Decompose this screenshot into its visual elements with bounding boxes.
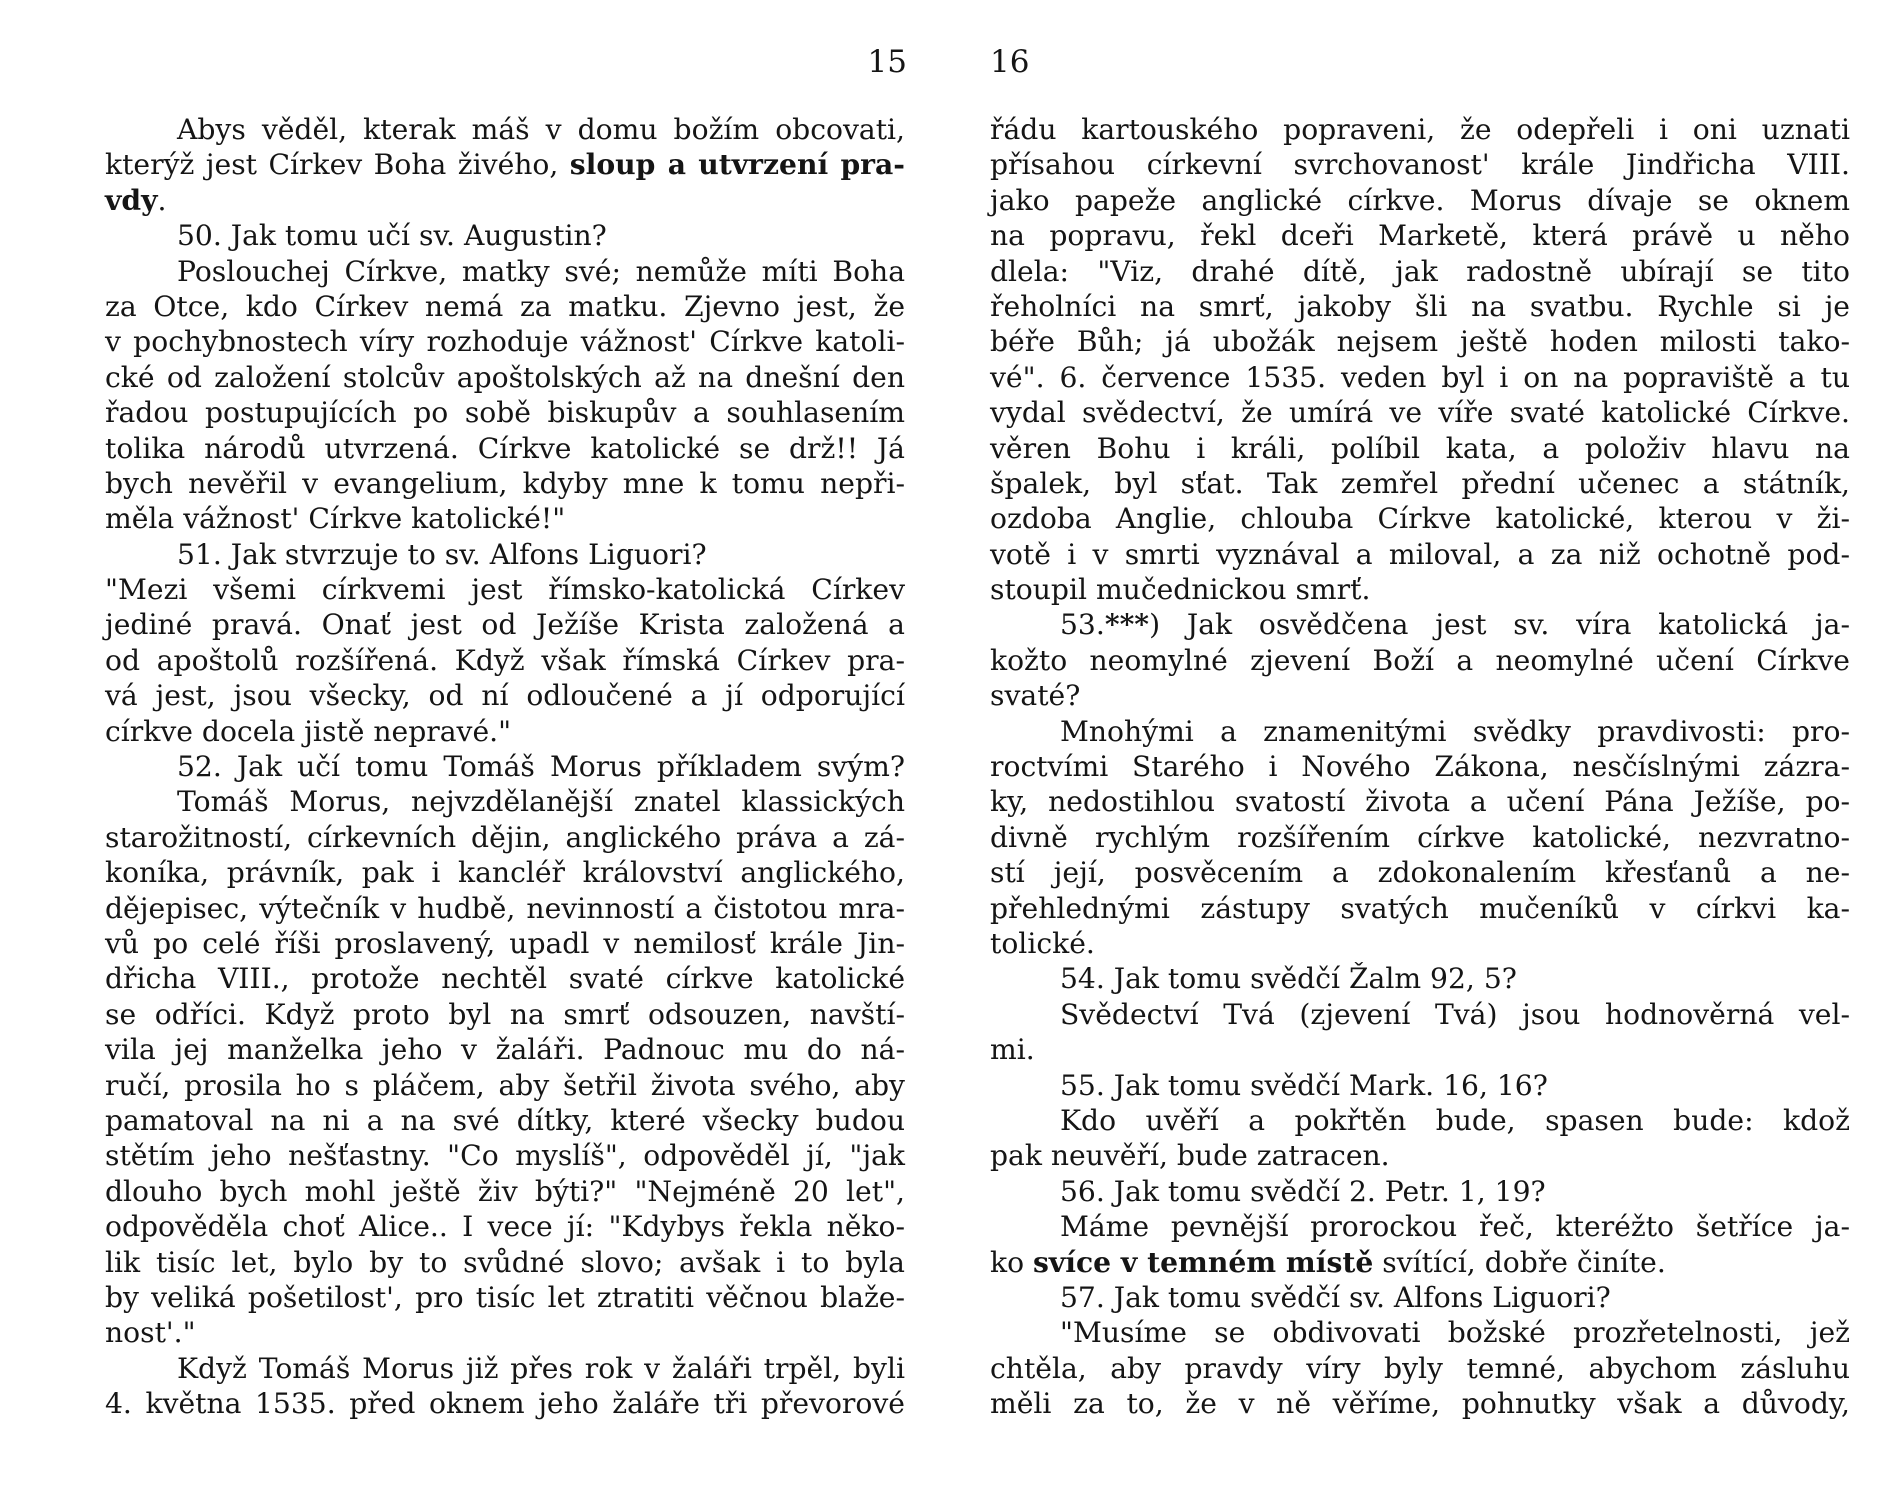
line-text: dřicha VIII., protože nechtěl svaté církve katolické [105,962,905,996]
text-line [105,324,905,359]
text-line [990,997,1850,1032]
line-text: měli za to, že v ně věříme, pohnutky však a důvody, [990,1387,1850,1421]
text-line [990,1138,1850,1173]
text-line [105,537,905,572]
line-text: tolika národů utvrzená. Církve katolické se drž!! Já [105,431,905,465]
text-line [990,324,1850,359]
line-text: Kdo uvěří a pokřtěn bude, spasen bude: kdož [1060,1103,1850,1137]
page-number: 15 [867,44,907,80]
line-text: Máme pevnější prorockou řeč, kteréžto šetříce ja- [1060,1210,1850,1244]
line-text: ozdoba Anglie, chlouba Církve katolické, kterou v ži- [990,502,1850,536]
text-line [105,607,905,642]
line-text: Svědectví Tvá (zjevení Tvá) jsou hodnověrná vel- [1060,997,1850,1031]
left-page-text [105,112,905,1421]
text-line [105,1245,905,1280]
text-line [990,1280,1850,1315]
text-line [105,1386,905,1421]
text-line [105,1351,905,1386]
text-line [105,820,905,855]
text-line [105,1138,905,1173]
text-line [105,147,905,182]
text-line [105,1032,905,1067]
line-text: od apoštolů rozšířená. Když však římská Církev pra- [105,643,905,677]
text-line [105,395,905,430]
line-text: ko [990,1245,1034,1279]
text-line [990,112,1850,147]
left-page [105,0,905,1500]
line-text: se odříci. Když proto byl na smrť odsouzen, navští- [105,997,905,1031]
text-line [105,1103,905,1138]
text-line [990,183,1850,218]
line-text: ky, nedostihlou svatostí života a učení Pána Ježíše, po- [990,785,1850,819]
line-text: špalek, byl sťat. Tak zemřel přední učenec a státník, [990,466,1850,500]
line-text: "Mezi všemi církvemi jest římsko-katolická Církev [105,573,905,607]
line-text: odpověděla choť Alice.. I vece jí: "Kdybys řekla něko- [105,1210,905,1244]
text-line [105,926,905,961]
line-text: 57. Jak tomu svědčí sv. Alfons Liguori? [1060,1280,1611,1314]
line-text: za Otce, kdo Církev nemá za matku. Zjevno jest, že [105,289,905,323]
line-text: 56. Jak tomu svědčí 2. Petr. 1, 19? [1060,1174,1546,1208]
text-line [990,218,1850,253]
line-text: řeholníci na smrť, jakoby šli na svatbu. Rychle si je [990,289,1850,323]
text-line [105,1209,905,1244]
text-line [990,607,1850,642]
line-text: lik tisíc let, bylo by to svůdné slovo; avšak i to byla [105,1245,905,1279]
line-text: Poslouchej Církve, matky své; nemůže míti Boha [177,254,905,288]
line-text: Abys věděl, kterak máš v domu božím obcovati, [177,113,905,146]
line-text: jako papeže anglické církve. Morus dívaje se oknem [990,183,1850,217]
line-text: přísahou církevní svrchovanost' krále Jindřicha VIII. [990,148,1850,182]
text-line [105,501,905,536]
line-text: stí její, posvěcením a zdokonalením křesťanů a ne- [990,856,1850,890]
line-text: tolické. [990,926,1095,960]
text-line [105,1280,905,1315]
text-line [105,218,905,253]
text-line [105,431,905,466]
text-line [990,254,1850,289]
text-line [105,289,905,324]
text-line [990,643,1850,678]
line-text: roctvími Starého i Nového Zákona, nesčíslnými zázra- [990,750,1850,784]
line-text: Tomáš Morus, nejvzdělanější znatel klassických [177,785,905,819]
line-text: chtěla, aby pravdy víry byly temné, abychom zásluhu [990,1351,1850,1385]
line-text: mi. [990,1033,1035,1067]
text-line [105,997,905,1032]
text-line [990,501,1850,536]
line-text: jediné pravá. Onať jest od Ježíše Krista založená a [105,608,905,642]
text-line [990,537,1850,572]
line-text: ručí, prosila ho s pláčem, aby šetřil života svého, aby [105,1068,905,1102]
line-text: starožitností, církevních dějin, anglického práva a zá- [105,820,905,854]
line-text: . [157,183,167,217]
text-line [990,147,1850,182]
text-line [105,749,905,784]
line-text: cké od založení stolcův apoštolských až na dnešní den [105,360,905,394]
text-line [105,572,905,607]
text-line [105,643,905,678]
line-text: 53. [1060,608,1105,642]
line-text: 50. Jak tomu učí sv. Augustin? [177,219,607,253]
text-line [990,1068,1850,1103]
line-text: 51. Jak stvrzuje to sv. Alfons Liguori? [177,537,707,571]
text-line [105,714,905,749]
text-line [990,784,1850,819]
text-line [990,891,1850,926]
bold-text: svíce v temném místě [1033,1245,1374,1279]
line-text: koníka, právník, pak i kancléř království anglického, [105,856,905,890]
right-page [990,0,1850,1500]
line-text: v pochybnostech víry rozhoduje vážnost' Církve katoli- [105,325,905,359]
line-text: vila jej manželka jeho v žaláři. Padnouc mu do ná- [105,1033,905,1067]
line-text: pak neuvěří, bude zatracen. [990,1139,1390,1173]
line-text: kožto neomylné zjevení Boží a neomylné učení Církve [990,643,1850,677]
line-text: svaté? [990,679,1081,713]
line-text: Mnohými a znamenitými svědky pravdivosti: pro- [1060,714,1850,748]
line-text: řadou postupujících po sobě biskupův a souhlasením [105,396,905,430]
line-text: bych nevěřil v evangelium, kdyby mne k tomu nepři- [105,466,905,500]
text-line [990,855,1850,890]
text-line [990,431,1850,466]
line-text: dějepisec, výtečník v hudbě, nevinností a čistotou mra- [105,891,905,925]
text-line [990,395,1850,430]
text-line [990,1245,1850,1280]
text-line [105,891,905,926]
text-line [105,1068,905,1103]
text-line [990,360,1850,395]
text-line [105,466,905,501]
text-line [990,1386,1850,1421]
line-text: svítící, dobře činíte. [1373,1245,1666,1279]
text-line [105,678,905,713]
line-text: vů po celé říši proslavený, upadl v nemilosť krále Jin- [105,926,905,960]
text-line [990,1032,1850,1067]
text-line [105,254,905,289]
line-text: měla vážnost' Církve katolické!" [105,502,566,536]
line-text: na popravu, řekl dceři Marketě, která právě u něho [990,219,1850,253]
line-text: vydal svědectví, že umírá ve víře svaté katolické Církve. [990,396,1850,430]
line-text: kterýž jest Církev Boha živého, [105,148,570,182]
bold-text: sloup a utvrzení pra- [569,148,905,182]
text-line [990,678,1850,713]
line-text: 4. května 1535. před oknem jeho žaláře tři převorové [105,1387,905,1421]
line-text: řádu kartouského popraveni, že odepřeli i oni uznati [990,113,1850,146]
text-line [105,961,905,996]
text-line [105,855,905,890]
text-line [990,820,1850,855]
text-line [105,1315,905,1350]
text-line [990,714,1850,749]
text-line [105,112,905,147]
line-text: vé". 6. července 1535. veden byl i on na popraviště a tu [990,360,1850,394]
line-text: "Musíme se obdivovati božské prozřetelnosti, jež [1060,1316,1850,1350]
text-line [990,289,1850,324]
text-line [105,360,905,395]
line-text: vá jest, jsou všecky, od ní odloučené a jí odporující [105,679,905,713]
line-text: stoupil mučednickou smrť. [990,573,1371,607]
text-line [990,749,1850,784]
line-text: 55. Jak tomu svědčí Mark. 16, 16? [1060,1068,1548,1102]
text-line [990,1174,1850,1209]
text-line [990,1103,1850,1138]
line-text: 54. Jak tomu svědčí Žalm 92, 5? [1060,962,1517,996]
line-text: 52. Jak učí tomu Tomáš Morus příkladem svým? [177,750,905,784]
bold-text: *** [1104,608,1150,642]
line-text: nost'." [105,1316,196,1350]
line-text: divně rychlým rozšířením církve katolické, nezvratno- [990,820,1850,854]
text-line [990,961,1850,996]
line-text: by veliká pošetilost', pro tisíc let ztratiti věčnou blaže- [105,1280,905,1314]
line-text: církve docela jistě nepravé." [105,714,512,748]
bold-text: vdy [105,183,158,217]
line-text: Když Tomáš Morus již přes rok v žaláři trpěl, byli [177,1351,905,1385]
line-text: pamatoval na ni a na své dítky, které všecky budou [105,1103,905,1137]
text-line [105,183,905,218]
line-text: dlela: "Viz, drahé dítě, jak radostně ubírají se tito [990,254,1850,288]
text-line [990,1351,1850,1386]
page-number: 16 [990,44,1030,80]
text-line [990,1209,1850,1244]
line-text: votě i v smrti vyznával a miloval, a za niž ochotně pod- [990,537,1850,571]
text-line [990,572,1850,607]
line-text: stětím jeho nešťastny. "Co myslíš", odpověděl jí, "jak [105,1139,905,1173]
line-text: věren Bohu i králi, políbil kata, a položiv hlavu na [990,431,1850,465]
line-text: ) Jak osvědčena jest sv. víra katolická ja- [1149,608,1850,642]
line-text: béře Bůh; já ubožák nejsem ještě hoden milosti tako- [990,325,1850,359]
text-line [990,466,1850,501]
right-page-text [990,112,1850,1421]
line-text: přehlednými zástupy svatých mučeníků v církvi ka- [990,891,1850,925]
text-line [990,926,1850,961]
text-line [105,784,905,819]
line-text: dlouho bych mohl ještě živ býti?" "Nejméně 20 let", [105,1174,905,1208]
text-line [105,1174,905,1209]
text-line [990,1315,1850,1350]
